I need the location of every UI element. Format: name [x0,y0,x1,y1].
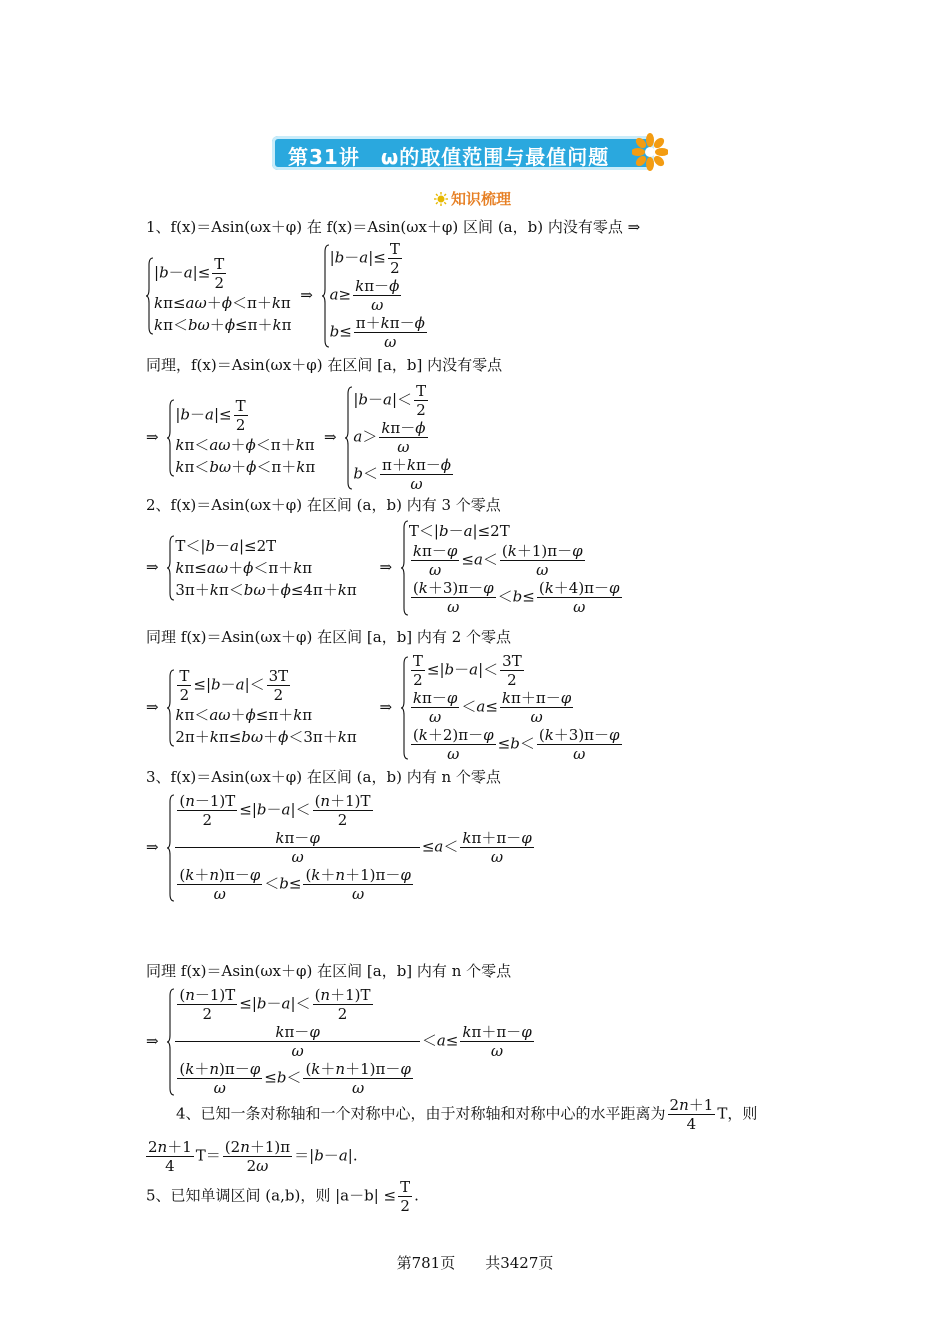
left-brace-icon [167,794,175,902]
left-brace-icon [167,535,175,601]
lecture-title: 第31讲 ω的取值范围与最值问题 [288,145,610,169]
formula-item1: |b－a|≤ $\frac{T}{2}$ kπ≤aω＋ϕ＜π＋kπ kπ＜bω＋ϕ≤π＋kπ ⇒ |b－a|≤ $\frac{T}{2}$ a≥ $\frac{k\pi-\phi}{\omega}$ b≤ $\frac{\pi+k\pi-\phi}{\omega}$ [146,240,429,351]
item4-formula: $\frac{2n+1}{4}$ T＝ $\frac{(2n+1)\pi}{2\omega}$ ＝|b－a|. [148,1138,358,1175]
left-brace-icon [322,244,330,348]
formula-tongli3: ⇒ $\frac{(n-1)T}{2}$ ≤|b－a|＜ $\frac{(n+1)T}{2}$ $\frac{k\pi-\varphi}{\omega}$ ＜a≤ $\frac{k\pi+\pi-\varphi}{\omega}$ $\frac{(k+n)\pi-\varphi}{\omega}$ ≤b＜ $\frac{(k+n+1)\pi-\varphi}{\omega}$ [146,986,532,1097]
left-brace-icon [167,399,175,477]
left-brace-icon [401,520,409,616]
page-number: 第781页 共3427页 [396,1254,554,1272]
tongli1: 同理，f(x)＝Asin(ωx＋φ) 在区间 [a，b] 内没有零点 [146,356,503,374]
item5-line: 5、已知单调区间 (a,b)，则 |a－b| ≤ $\frac{T}{2}$ . [146,1178,419,1215]
formula-tongli2: ⇒ $\frac{T}{2}$ ≤|b－a|＜ $\frac{3T}{2}$ kπ＜aω＋ϕ≤π＋kπ 2π＋kπ≤bω＋ϕ＜3π＋kπ ⇒ $\frac{T}{2}$ ≤|b－a|＜ $\frac{3T}{2}$ $\frac{k\pi-\varphi}{\omega}$ ＜a≤ $\frac{k\pi+\pi-\varphi}{\omega}$ $\frac{(k+2)\pi-\varphi}{\omega}$ ≤b＜ $\frac{(k+3)\pi-\varphi}{\omega}$ [146,652,620,763]
formula-item3: ⇒ $\frac{(n-1)T}{2}$ ≤|b－a|＜ $\frac{(n+1)T}{2}$ $\frac{k\pi-\varphi}{\omega}$ ≤a＜ $\frac{k\pi+\pi-\varphi}{\omega}$ $\frac{(k+n)\pi-\varphi}{\omega}$ ＜b≤ $\frac{(k+n+1)\pi-\varphi}{\omega}$ [146,792,532,903]
item2-intro: 2、f(x)＝Asin(ωx＋φ) 在区间 (a，b) 内有 3 个零点 [146,496,501,514]
item4-line: 4、已知一条对称轴和一个对称中心，由于对称轴和对称中心的水平距离为 $\frac{2n+1}{4}$ T，则 [176,1096,758,1133]
left-brace-icon [167,669,175,747]
formula-item2: ⇒ T＜|b－a|≤2T kπ≤aω＋ϕ＜π＋kπ 3π＋kπ＜bω＋ϕ≤4π＋kπ ⇒ T＜|b－a|≤2T $\frac{k\pi-\varphi}{\omega}$ ≤a＜ $\frac{(k+1)\pi-\varphi}{\omega}$ $\frac{(k+3)\pi-\varphi}{\omega}$ ＜b≤ $\frac{(k+4)\pi-\varphi}{\omega}$ [146,522,620,616]
section-title-text: 知识梳理 [451,190,512,208]
item4-text: 4、已知一条对称轴和一个对称中心，由于对称轴和对称中心的水平距离为 [176,1104,666,1123]
left-brace-icon [345,386,353,490]
sun-icon [434,192,448,206]
item1-intro: 1、f(x)＝Asin(ωx＋φ) 在 f(x)＝Asin(ωx＋φ) 区间 (a，b) 内没有零点 ⇒ [146,218,641,236]
tongli2: 同理 f(x)＝Asin(ωx＋φ) 在区间 [a，b] 内有 2 个零点 [146,628,512,646]
item3-intro: 3、f(x)＝Asin(ωx＋φ) 在区间 (a，b) 内有 n 个零点 [146,768,501,786]
section-title [434,188,511,209]
lecture-banner [272,134,660,174]
formula-tongli1: ⇒ |b－a|≤ $\frac{T}{2}$ kπ＜aω＋ϕ＜π＋kπ kπ＜bω＋ϕ＜π＋kπ ⇒ |b－a|＜ $\frac{T}{2}$ a＞ $\frac{k\pi-\phi}{\omega}$ b＜ $\frac{\pi+k\pi-\phi}{\omega}$ [146,382,452,493]
item5-text: 5、已知单调区间 (a,b)，则 |a－b| ≤ [146,1186,397,1205]
tongli3: 同理 f(x)＝Asin(ωx＋φ) 在区间 [a，b] 内有 n 个零点 [146,962,512,980]
flower-icon [632,132,668,172]
left-brace-icon [167,988,175,1096]
item4-tail: T，则 [717,1104,758,1123]
left-brace-icon [401,656,409,760]
left-brace-icon [146,257,154,335]
